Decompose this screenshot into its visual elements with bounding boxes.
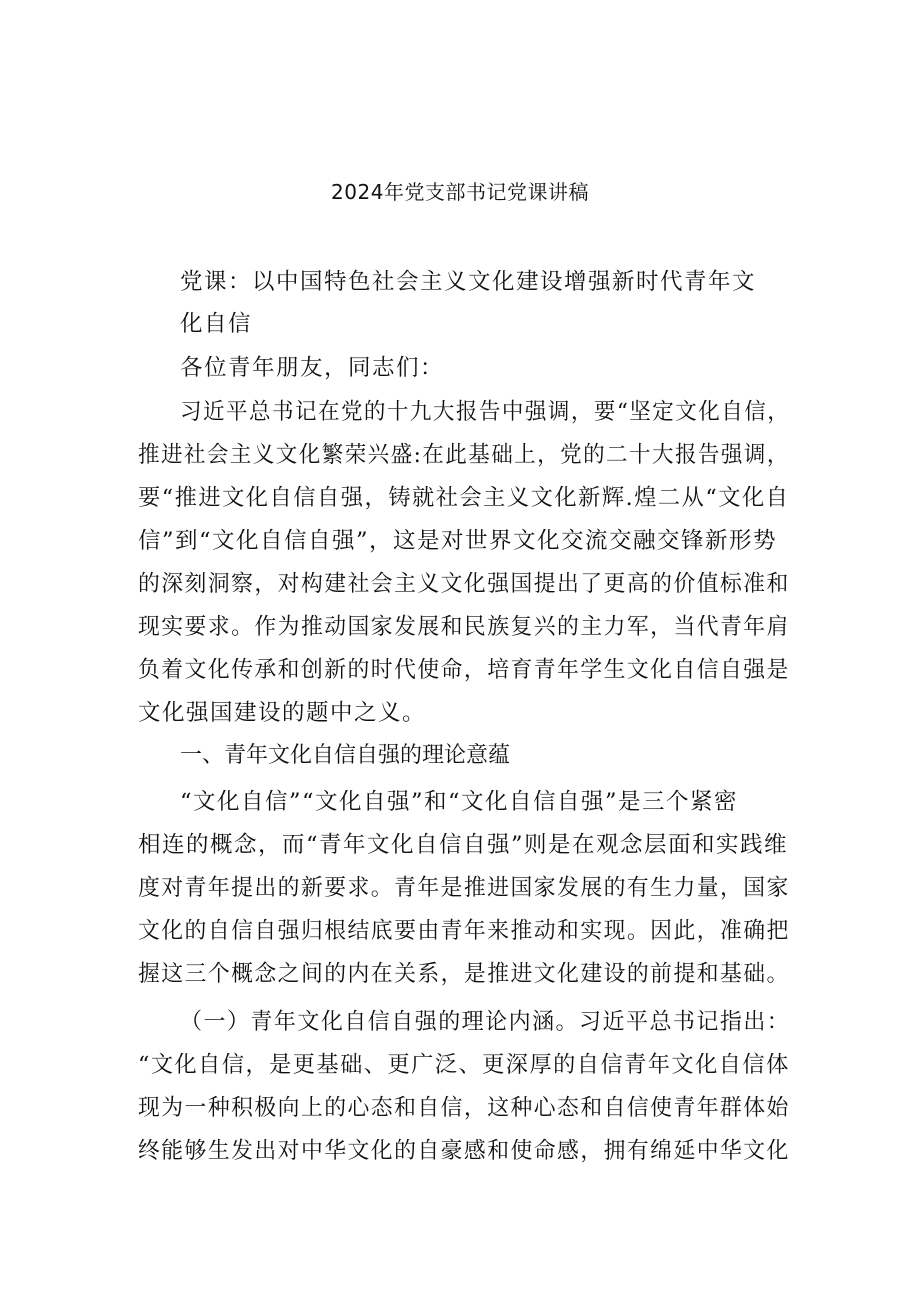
paragraph-line: “文化自信”“文化自强”和“文化自信自强”是三个紧密 [180, 789, 739, 815]
paragraph-line: 要“推进文化自信自强，铸就社会主义文化新辉.煌二从“文化自 [138, 485, 790, 511]
paragraph-line: 负着文化传承和创新的时代使命，培育青年学生文化自信自强是 [138, 657, 790, 683]
greeting: 各位青年朋友，同志们： [180, 355, 445, 381]
section-heading: 一、青年文化自信自强的理论意蕴 [180, 743, 511, 768]
paragraph-line: 现为一种积极向上的心态和自信，这种心态和自信使青年群体始 [138, 1095, 790, 1121]
paragraph-line: 文化的自信自强归根结底要由青年来推动和实现。因此，准确把 [138, 918, 790, 944]
paragraph-line: （一）青年文化自信自强的理论内涵。习近平总书记指出： [180, 1009, 791, 1035]
subtitle-line: 党课：以中国特色社会主义文化建设增强新时代青年文 [180, 269, 757, 295]
paragraph-line: 握这三个概念之间的内在关系，是推进文化建设的前提和基础。 [138, 961, 790, 987]
paragraph-line: 度对青年提出的新要求。青年是推进国家发展的有生力量，国家 [138, 875, 790, 901]
paragraph-line: 习近平总书记在党的十九大报告中强调，要“坚定文化自信， [180, 399, 791, 425]
paragraph-line: “文化自信，是更基础、更广泛、更深厚的自信青年文化自信体 [138, 1052, 790, 1078]
paragraph-line: 现实要求。作为推动国家发展和民族复兴的主力军，当代青年肩 [138, 614, 790, 640]
paragraph-line: 相连的概念，而“青年文化自信自强”则是在观念层面和实践维 [138, 832, 789, 858]
paragraph-line: 信”到“文化自信自强”，这是对世界文化交流交融交锋新形势 [138, 528, 778, 554]
paragraph-line: 文化强国建设的题中之义。 [138, 700, 427, 726]
document-title: 2024年党支部书记党课讲稿 [331, 180, 589, 204]
subtitle-line: 化自信 [180, 311, 253, 337]
paragraph-line: 的深刻洞察，对构建社会主义文化强国提出了更高的价值标准和 [138, 571, 790, 597]
paragraph-line: 推进社会主义文化繁荣兴盛:在此基础上，党的二十大报告强调， [138, 442, 790, 468]
paragraph-line: 终能够生发出对中华文化的自豪感和使命感，拥有绵延中华文化 [138, 1138, 790, 1164]
